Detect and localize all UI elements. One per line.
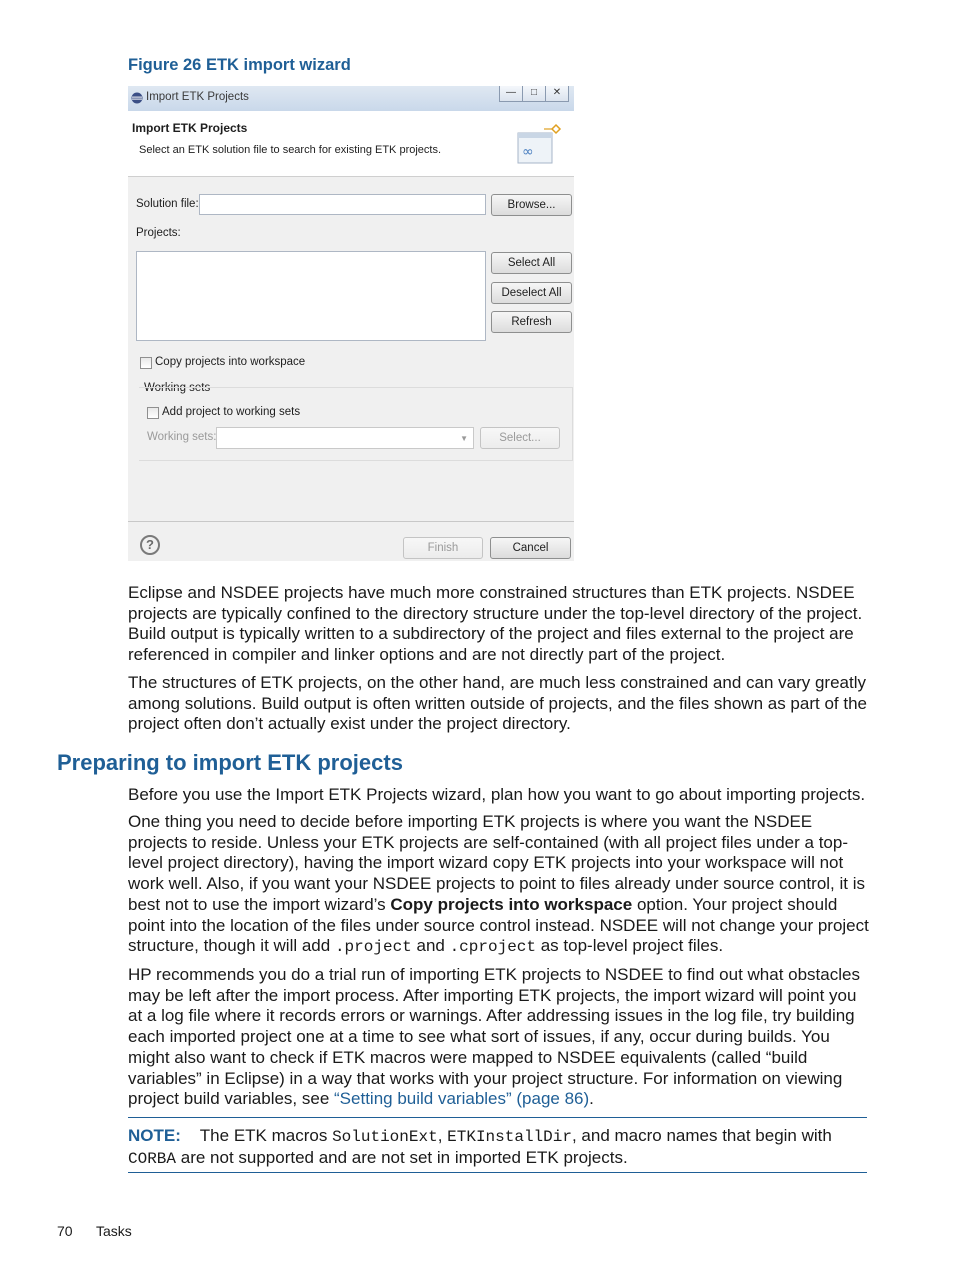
- svg-text:∞: ∞: [522, 144, 534, 160]
- paragraph-1: Eclipse and NSDEE projects have much more constrained structures than ETK projects. NSDEE projects are typically confined to the directory structure under the top-level directory of the project. Build output is typically written to a subdirectory of the project and files external to the project are referenced in compiler and linker options and are not directly part of the project.: [128, 583, 863, 665]
- import-etk-projects-dialog: [128, 86, 574, 561]
- dialog-titlebar: [128, 86, 574, 111]
- setting-build-variables-link[interactable]: “Setting build variables” (page 86): [334, 1089, 590, 1109]
- note-comma: ,: [437, 1126, 448, 1145]
- paragraph-4-text-a: One thing you need to decide before importing ETK projects is where you want the NSDEE projects to reside. Unless your ETK projects are self-contained (with all project files under a top-level project directory), having the import wizard copy ETK projects into your workspace will not work well. Also, if you want your NSDEE projects to point to files already under source control, it is best not to use the import wizard’s: [128, 812, 865, 914]
- section-heading: Preparing to import ETK projects: [57, 750, 403, 775]
- figure-caption: Figure 26 ETK import wizard: [128, 56, 351, 74]
- chevron-down-icon: ▼: [460, 434, 468, 443]
- project-file-code: .project: [334, 938, 412, 957]
- paragraph-5: [128, 965, 870, 1110]
- dialog-title: Import ETK Projects: [146, 91, 249, 103]
- note-top-rule: [128, 1117, 867, 1118]
- help-icon[interactable]: ?: [140, 535, 160, 555]
- note-box: [128, 1126, 867, 1169]
- add-to-working-sets-label: Add project to working sets: [162, 406, 301, 418]
- note-bottom-rule: [128, 1172, 867, 1173]
- wizard-page-title: Import ETK Projects: [132, 121, 248, 135]
- wizard-banner: [128, 111, 574, 177]
- paragraph-4-text-b: option. Your project should point into the location of the files under source control instead. NSDEE will not change your project structure, though it will add: [128, 894, 869, 956]
- note-label: NOTE:: [128, 1126, 181, 1145]
- projects-label: Projects:: [136, 227, 181, 239]
- eclipse-app-icon: [131, 92, 143, 104]
- working-sets-group: [139, 387, 573, 461]
- browse-button[interactable]: Browse...: [491, 194, 572, 216]
- deselect-all-button[interactable]: Deselect All: [491, 282, 572, 304]
- working-sets-combo[interactable]: [216, 427, 474, 449]
- minimize-icon[interactable]: —: [499, 86, 523, 102]
- solution-file-label: Solution file:: [136, 198, 199, 210]
- page-number: 70: [57, 1223, 73, 1239]
- wizard-page-description: Select an ETK solution file to search for existing ETK projects.: [139, 144, 442, 156]
- refresh-button[interactable]: Refresh: [491, 311, 572, 333]
- etkinstalldir-code: ETKInstallDir: [447, 1128, 572, 1146]
- paragraph-4: [128, 812, 870, 958]
- working-sets-group-label: Working sets: [144, 382, 211, 394]
- add-to-working-sets-checkbox[interactable]: [147, 407, 159, 419]
- projects-list[interactable]: [136, 251, 486, 341]
- note-text-c: are not supported and are not set in imported ETK projects.: [176, 1147, 628, 1167]
- close-icon[interactable]: ✕: [545, 86, 569, 102]
- paragraph-3: Before you use the Import ETK Projects wizard, plan how you want to go about importing projects.: [128, 785, 866, 804]
- working-sets-label: Working sets:: [147, 431, 217, 443]
- solution-file-input[interactable]: [199, 194, 486, 215]
- select-all-button[interactable]: Select All: [491, 252, 572, 274]
- paragraph-5-end: .: [589, 1089, 594, 1109]
- maximize-icon[interactable]: □: [522, 86, 546, 102]
- copy-projects-label: Copy projects into workspace: [155, 356, 306, 368]
- working-sets-select-button[interactable]: Select...: [480, 427, 560, 449]
- finish-button[interactable]: Finish: [403, 537, 483, 559]
- paragraph-4-text-c: as top-level project files.: [536, 936, 724, 956]
- copy-projects-checkbox[interactable]: [140, 357, 152, 369]
- cproject-file-code: .cproject: [449, 938, 536, 957]
- paragraph-2: The structures of ETK projects, on the other hand, are much less constrained and can vary greatly among solutions. Build output is often written outside of projects, and the files shown as part of the project often don’t actually exist under the project directory.: [128, 673, 867, 734]
- note-text-a: The ETK macros: [199, 1126, 333, 1145]
- button-bar-divider: [128, 521, 574, 522]
- note-text-b: , and macro names that begin with: [571, 1126, 832, 1145]
- solutionext-code: SolutionExt: [332, 1128, 438, 1146]
- cancel-button[interactable]: Cancel: [490, 537, 571, 559]
- corba-code: CORBA: [128, 1149, 177, 1168]
- window-controls: [499, 86, 569, 102]
- paragraph-5-text: HP recommends you do a trial run of importing ETK projects to NSDEE to find out what obstacles may be left after the import process. After importing ETK projects, the import wizard will point you at a log file where it records errors or warnings. After addressing issues in the log file, try building each imported project one at a time to see what sort of issues, if any, occur during builds. You might also want to check if ETK macros were mapped to NSDEE equivalents (called “build variables” in Eclipse) in a way that works with your project structure. For information on viewing project build variables, see: [128, 965, 860, 1109]
- import-wizard-icon: [514, 119, 566, 171]
- paragraph-4-and: and: [411, 936, 450, 956]
- copy-projects-option-name: Copy projects into workspace: [390, 894, 633, 914]
- footer-section: Tasks: [96, 1223, 132, 1239]
